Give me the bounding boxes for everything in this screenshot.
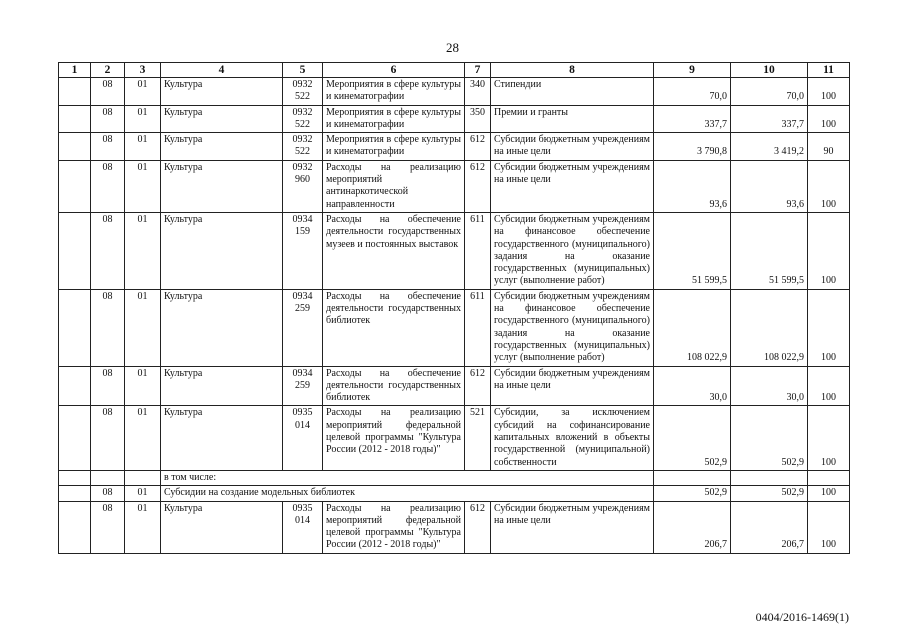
cell-col1 <box>59 78 91 106</box>
cell-percent: 100 <box>808 501 850 553</box>
table-row <box>59 501 850 553</box>
cell-percent: 90 <box>808 133 850 161</box>
cell-subsection: 01 <box>125 406 161 470</box>
cell-section: 08 <box>91 78 125 106</box>
cell-planned: 93,6 <box>654 160 731 212</box>
cell-col1 <box>59 105 91 133</box>
cell-percent: 100 <box>808 289 850 366</box>
including-label: в том числе: <box>161 470 654 485</box>
cell-expense-type: 611 <box>465 289 491 366</box>
cell-percent: 100 <box>808 366 850 406</box>
cell-expense-name: Субсидии, за исключением субсидий на софинансирование капитальных вложений в объекты государственной (муниципальной) собственности <box>491 406 654 470</box>
cell-executed: 108 022,9 <box>731 289 808 366</box>
cell-expense-type: 350 <box>465 105 491 133</box>
cell-empty <box>91 470 125 485</box>
cell-expense-type: 340 <box>465 78 491 106</box>
cell-empty <box>125 470 161 485</box>
table-body <box>59 78 850 554</box>
table-row <box>59 366 850 406</box>
cell-section: 08 <box>91 406 125 470</box>
cell-subsection: 01 <box>125 212 161 289</box>
cell-target-article: 0934 259 <box>283 366 323 406</box>
cell-empty <box>731 470 808 485</box>
cell-planned: 337,7 <box>654 105 731 133</box>
cell-expense-type: 612 <box>465 160 491 212</box>
table-row <box>59 78 850 106</box>
cell-target-article: 0934 159 <box>283 212 323 289</box>
cell-expense-name: Субсидии бюджетным учреждениям на финансовое обеспечение государственного (муниципального) задания на оказание государственных (муниципальных) услуг (выполнение работ) <box>491 212 654 289</box>
cell-article-name: Расходы на обеспечение деятельности государственных библиотек <box>323 366 465 406</box>
cell-planned: 70,0 <box>654 78 731 106</box>
cell-article-name: Мероприятия в сфере культуры и кинематографии <box>323 105 465 133</box>
cell-target-article: 0935 014 <box>283 501 323 553</box>
cell-section-name: Культура <box>161 78 283 106</box>
cell-target-article: 0934 259 <box>283 289 323 366</box>
cell-target-article: 0932 960 <box>283 160 323 212</box>
cell-subsection: 01 <box>125 366 161 406</box>
cell-expense-name: Стипендии <box>491 78 654 106</box>
cell-article-name: Расходы на обеспечение деятельности государственных библиотек <box>323 289 465 366</box>
cell-section: 08 <box>91 366 125 406</box>
cell-planned: 30,0 <box>654 366 731 406</box>
column-header: 2 <box>91 63 125 78</box>
column-header: 11 <box>808 63 850 78</box>
cell-col1 <box>59 133 91 161</box>
cell-expense-name: Субсидии бюджетным учреждениям на иные цели <box>491 366 654 406</box>
cell-section-name: Культура <box>161 212 283 289</box>
cell-expense-type: 612 <box>465 133 491 161</box>
cell-expense-type: 612 <box>465 366 491 406</box>
cell-planned: 502,9 <box>654 486 731 501</box>
cell-expense-name: Субсидии бюджетным учреждениям на иные цели <box>491 133 654 161</box>
cell-planned: 502,9 <box>654 406 731 470</box>
cell-executed: 337,7 <box>731 105 808 133</box>
cell-planned: 108 022,9 <box>654 289 731 366</box>
subtotal-label: Субсидии на создание модельных библиотек <box>161 486 654 501</box>
cell-empty <box>59 470 91 485</box>
cell-executed: 206,7 <box>731 501 808 553</box>
table-row <box>59 406 850 470</box>
cell-section-name: Культура <box>161 289 283 366</box>
cell-col1 <box>59 501 91 553</box>
cell-percent: 100 <box>808 78 850 106</box>
cell-empty <box>59 486 91 501</box>
column-header: 7 <box>465 63 491 78</box>
cell-executed: 70,0 <box>731 78 808 106</box>
cell-percent: 100 <box>808 105 850 133</box>
cell-percent: 100 <box>808 160 850 212</box>
cell-subsection: 01 <box>125 501 161 553</box>
header-row <box>59 63 850 78</box>
cell-subsection: 01 <box>125 133 161 161</box>
cell-section: 08 <box>91 160 125 212</box>
cell-expense-name: Премии и гранты <box>491 105 654 133</box>
cell-expense-name: Субсидии бюджетным учреждениям на иные цели <box>491 160 654 212</box>
column-header: 5 <box>283 63 323 78</box>
cell-col1 <box>59 406 91 470</box>
document-code: 0404/2016-1469(1) <box>755 610 849 624</box>
column-header: 8 <box>491 63 654 78</box>
cell-section: 08 <box>91 105 125 133</box>
cell-col1 <box>59 160 91 212</box>
cell-percent: 100 <box>808 406 850 470</box>
cell-executed: 51 599,5 <box>731 212 808 289</box>
cell-section: 08 <box>91 486 125 501</box>
cell-expense-name: Субсидии бюджетным учреждениям на финансовое обеспечение государственного (муниципального) задания на оказание государственных (муниципальных) услуг (выполнение работ) <box>491 289 654 366</box>
table-row <box>59 160 850 212</box>
table-row <box>59 133 850 161</box>
cell-col1 <box>59 289 91 366</box>
cell-executed: 502,9 <box>731 486 808 501</box>
cell-subsection: 01 <box>125 105 161 133</box>
cell-article-name: Мероприятия в сфере культуры и кинематографии <box>323 133 465 161</box>
cell-article-name: Мероприятия в сфере культуры и кинематографии <box>323 78 465 106</box>
cell-section-name: Культура <box>161 406 283 470</box>
cell-section-name: Культура <box>161 366 283 406</box>
cell-col1 <box>59 366 91 406</box>
cell-expense-name: Субсидии бюджетным учреждениям на иные цели <box>491 501 654 553</box>
column-header: 3 <box>125 63 161 78</box>
cell-empty <box>654 470 731 485</box>
cell-section: 08 <box>91 501 125 553</box>
cell-article-name: Расходы на реализацию мероприятий федеральной целевой программы "Культура России (2012 - 2018 годы)" <box>323 501 465 553</box>
cell-percent: 100 <box>808 486 850 501</box>
cell-section: 08 <box>91 212 125 289</box>
cell-article-name: Расходы на реализацию мероприятий федеральной целевой программы "Культура России (2012 - 2018 годы)" <box>323 406 465 470</box>
cell-executed: 3 419,2 <box>731 133 808 161</box>
column-header: 6 <box>323 63 465 78</box>
cell-executed: 93,6 <box>731 160 808 212</box>
table-row <box>59 212 850 289</box>
column-header: 9 <box>654 63 731 78</box>
cell-section: 08 <box>91 289 125 366</box>
cell-section: 08 <box>91 133 125 161</box>
cell-article-name: Расходы на обеспечение деятельности государственных музеев и постоянных выставок <box>323 212 465 289</box>
column-header: 10 <box>731 63 808 78</box>
cell-article-name: Расходы на реализацию мероприятий антинаркотической направленности <box>323 160 465 212</box>
cell-col1 <box>59 212 91 289</box>
page-number: 28 <box>446 40 459 55</box>
cell-target-article: 0932 522 <box>283 78 323 106</box>
cell-executed: 30,0 <box>731 366 808 406</box>
subtotal-row <box>59 486 850 501</box>
cell-section-name: Культура <box>161 501 283 553</box>
cell-expense-type: 612 <box>465 501 491 553</box>
cell-section-name: Культура <box>161 133 283 161</box>
cell-target-article: 0932 522 <box>283 105 323 133</box>
cell-subsection: 01 <box>125 78 161 106</box>
table-row <box>59 105 850 133</box>
cell-planned: 206,7 <box>654 501 731 553</box>
including-row <box>59 470 850 485</box>
cell-planned: 3 790,8 <box>654 133 731 161</box>
cell-section-name: Культура <box>161 105 283 133</box>
cell-expense-type: 521 <box>465 406 491 470</box>
cell-percent: 100 <box>808 212 850 289</box>
cell-subsection: 01 <box>125 289 161 366</box>
cell-section-name: Культура <box>161 160 283 212</box>
cell-empty <box>808 470 850 485</box>
budget-table <box>58 62 850 554</box>
column-header: 4 <box>161 63 283 78</box>
cell-subsection: 01 <box>125 486 161 501</box>
cell-target-article: 0935 014 <box>283 406 323 470</box>
cell-subsection: 01 <box>125 160 161 212</box>
cell-planned: 51 599,5 <box>654 212 731 289</box>
table-row <box>59 289 850 366</box>
cell-target-article: 0932 522 <box>283 133 323 161</box>
cell-expense-type: 611 <box>465 212 491 289</box>
cell-executed: 502,9 <box>731 406 808 470</box>
column-header: 1 <box>59 63 91 78</box>
